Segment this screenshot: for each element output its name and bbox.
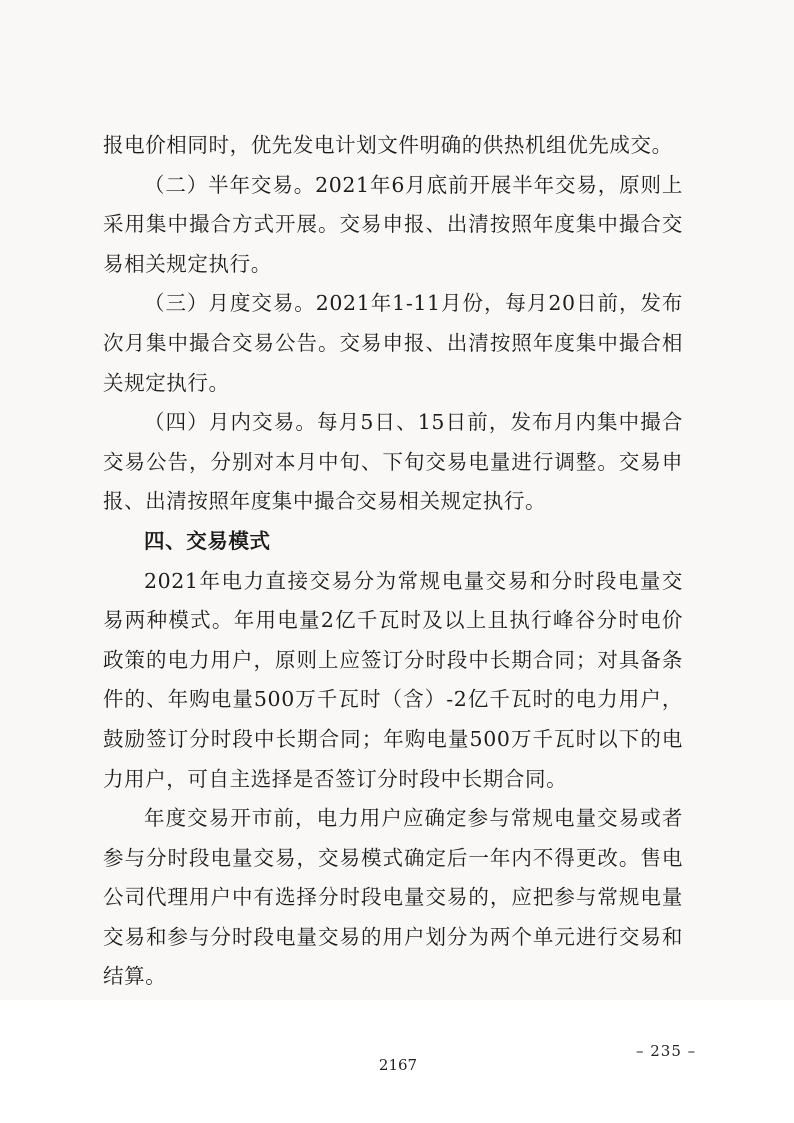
paragraph-continuation: 报电价相同时，优先发电计划文件明确的供热机组优先成交。 xyxy=(103,133,673,157)
footer-document-number: 2167 xyxy=(378,1056,418,1074)
document-body xyxy=(103,126,683,997)
section-heading-trading-mode: 四、交易模式 xyxy=(144,528,271,553)
paragraph-intra-month-trading: （四）月内交易。每月5日、15日前，发布月内集中撮合交易公告，分别对本月中旬、下旬交易电量进行调整。交易申报、出清按照年度集中撮合交易相关规定执行。 xyxy=(103,410,683,514)
paragraph-trading-modes: 2021年电力直接交易分为常规电量交易和分时段电量交易两种模式。年用电量2亿千瓦时及以上且执行峰谷分时电价政策的电力用户，原则上应签订分时段中长期合同；对具备条件的、年购电量500万千瓦时（含）-2亿千瓦时的电力用户，鼓励签订分时段中长期合同；年购电量500万千瓦时以下的电力用户，可自主选择是否签订分时段中长期合同。 xyxy=(103,568,683,791)
paragraph-mode-selection: 年度交易开市前，电力用户应确定参与常规电量交易或者参与分时段电量交易，交易模式确定后一年内不得更改。售电公司代理用户中有选择分时段电量交易的，应把参与常规电量交易和参与分时段电量交易的用户划分为两个单元进行交易和结算。 xyxy=(103,806,683,989)
paragraph-half-year-trading: （二）半年交易。2021年6月底前开展半年交易，原则上采用集中撮合方式开展。交易申报、出清按照年度集中撮合交易相关规定执行。 xyxy=(103,172,683,276)
page-number: – 235 – xyxy=(636,1042,697,1060)
paragraph-monthly-trading: （三）月度交易。2021年1-11月份，每月20日前，发布次月集中撮合交易公告。交易申报、出清按照年度集中撮合相关规定执行。 xyxy=(103,291,683,395)
